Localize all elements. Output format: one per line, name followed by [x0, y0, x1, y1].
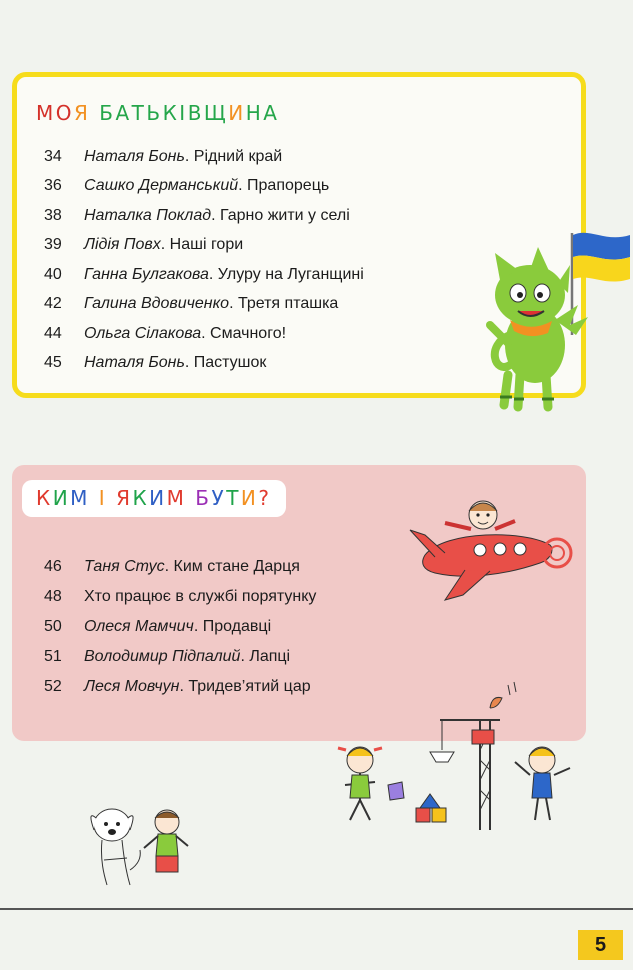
toc-entry[interactable]: 45 Наталя Бонь . Пастушок — [44, 354, 267, 372]
toc-list-homeland — [44, 142, 364, 378]
toc-entry[interactable]: 38 Наталка Поклад . Гарно жити у селі — [44, 206, 350, 224]
toc-entry[interactable]: 42 Галина Вдовиченко . Третя пташка — [44, 295, 339, 313]
toc-entry[interactable]: 39 Лідія Повх . Наші гори — [44, 236, 244, 254]
toc-entry[interactable]: 50 Олеся Мамчич . Продавці — [44, 618, 272, 635]
section-title-badge — [22, 480, 286, 517]
page-number-badge: 5 — [578, 930, 623, 960]
boy-and-dog-illustration — [82, 800, 202, 900]
green-cat-with-flag-illustration — [470, 225, 620, 415]
toc-entry[interactable]: 40 Ганна Булгакова . Улуру на Луганщині — [44, 265, 364, 283]
toc-list-professions — [44, 552, 316, 702]
toc-entry[interactable]: 51 Володимир Підпалий . Лапці — [44, 648, 291, 665]
toc-entry[interactable]: 46 Таня Стус . Ким стане Дарця — [44, 558, 300, 575]
footer-divider — [0, 908, 633, 910]
toc-entry[interactable]: 36 Сашко Дерманський . Прапорець — [44, 177, 330, 195]
children-building-illustration — [330, 690, 590, 840]
toc-entry[interactable]: 44 Ольга Сілакова . Смачного! — [44, 324, 287, 342]
toc-entry[interactable]: 48 Хто працює в службі порятунку — [44, 588, 317, 605]
toc-entry[interactable]: 52 Леся Мовчун . Тридев’ятий цар — [44, 678, 311, 695]
section-title-my-homeland: МОЯ БАТЬКІВЩИНА — [36, 101, 280, 125]
toc-entry[interactable]: 34 Наталя Бонь . Рідний край — [44, 147, 283, 165]
child-on-airplane-illustration — [405, 495, 575, 615]
section-title-who-to-be: КИМ І ЯКИМ БУТИ? — [36, 486, 272, 510]
